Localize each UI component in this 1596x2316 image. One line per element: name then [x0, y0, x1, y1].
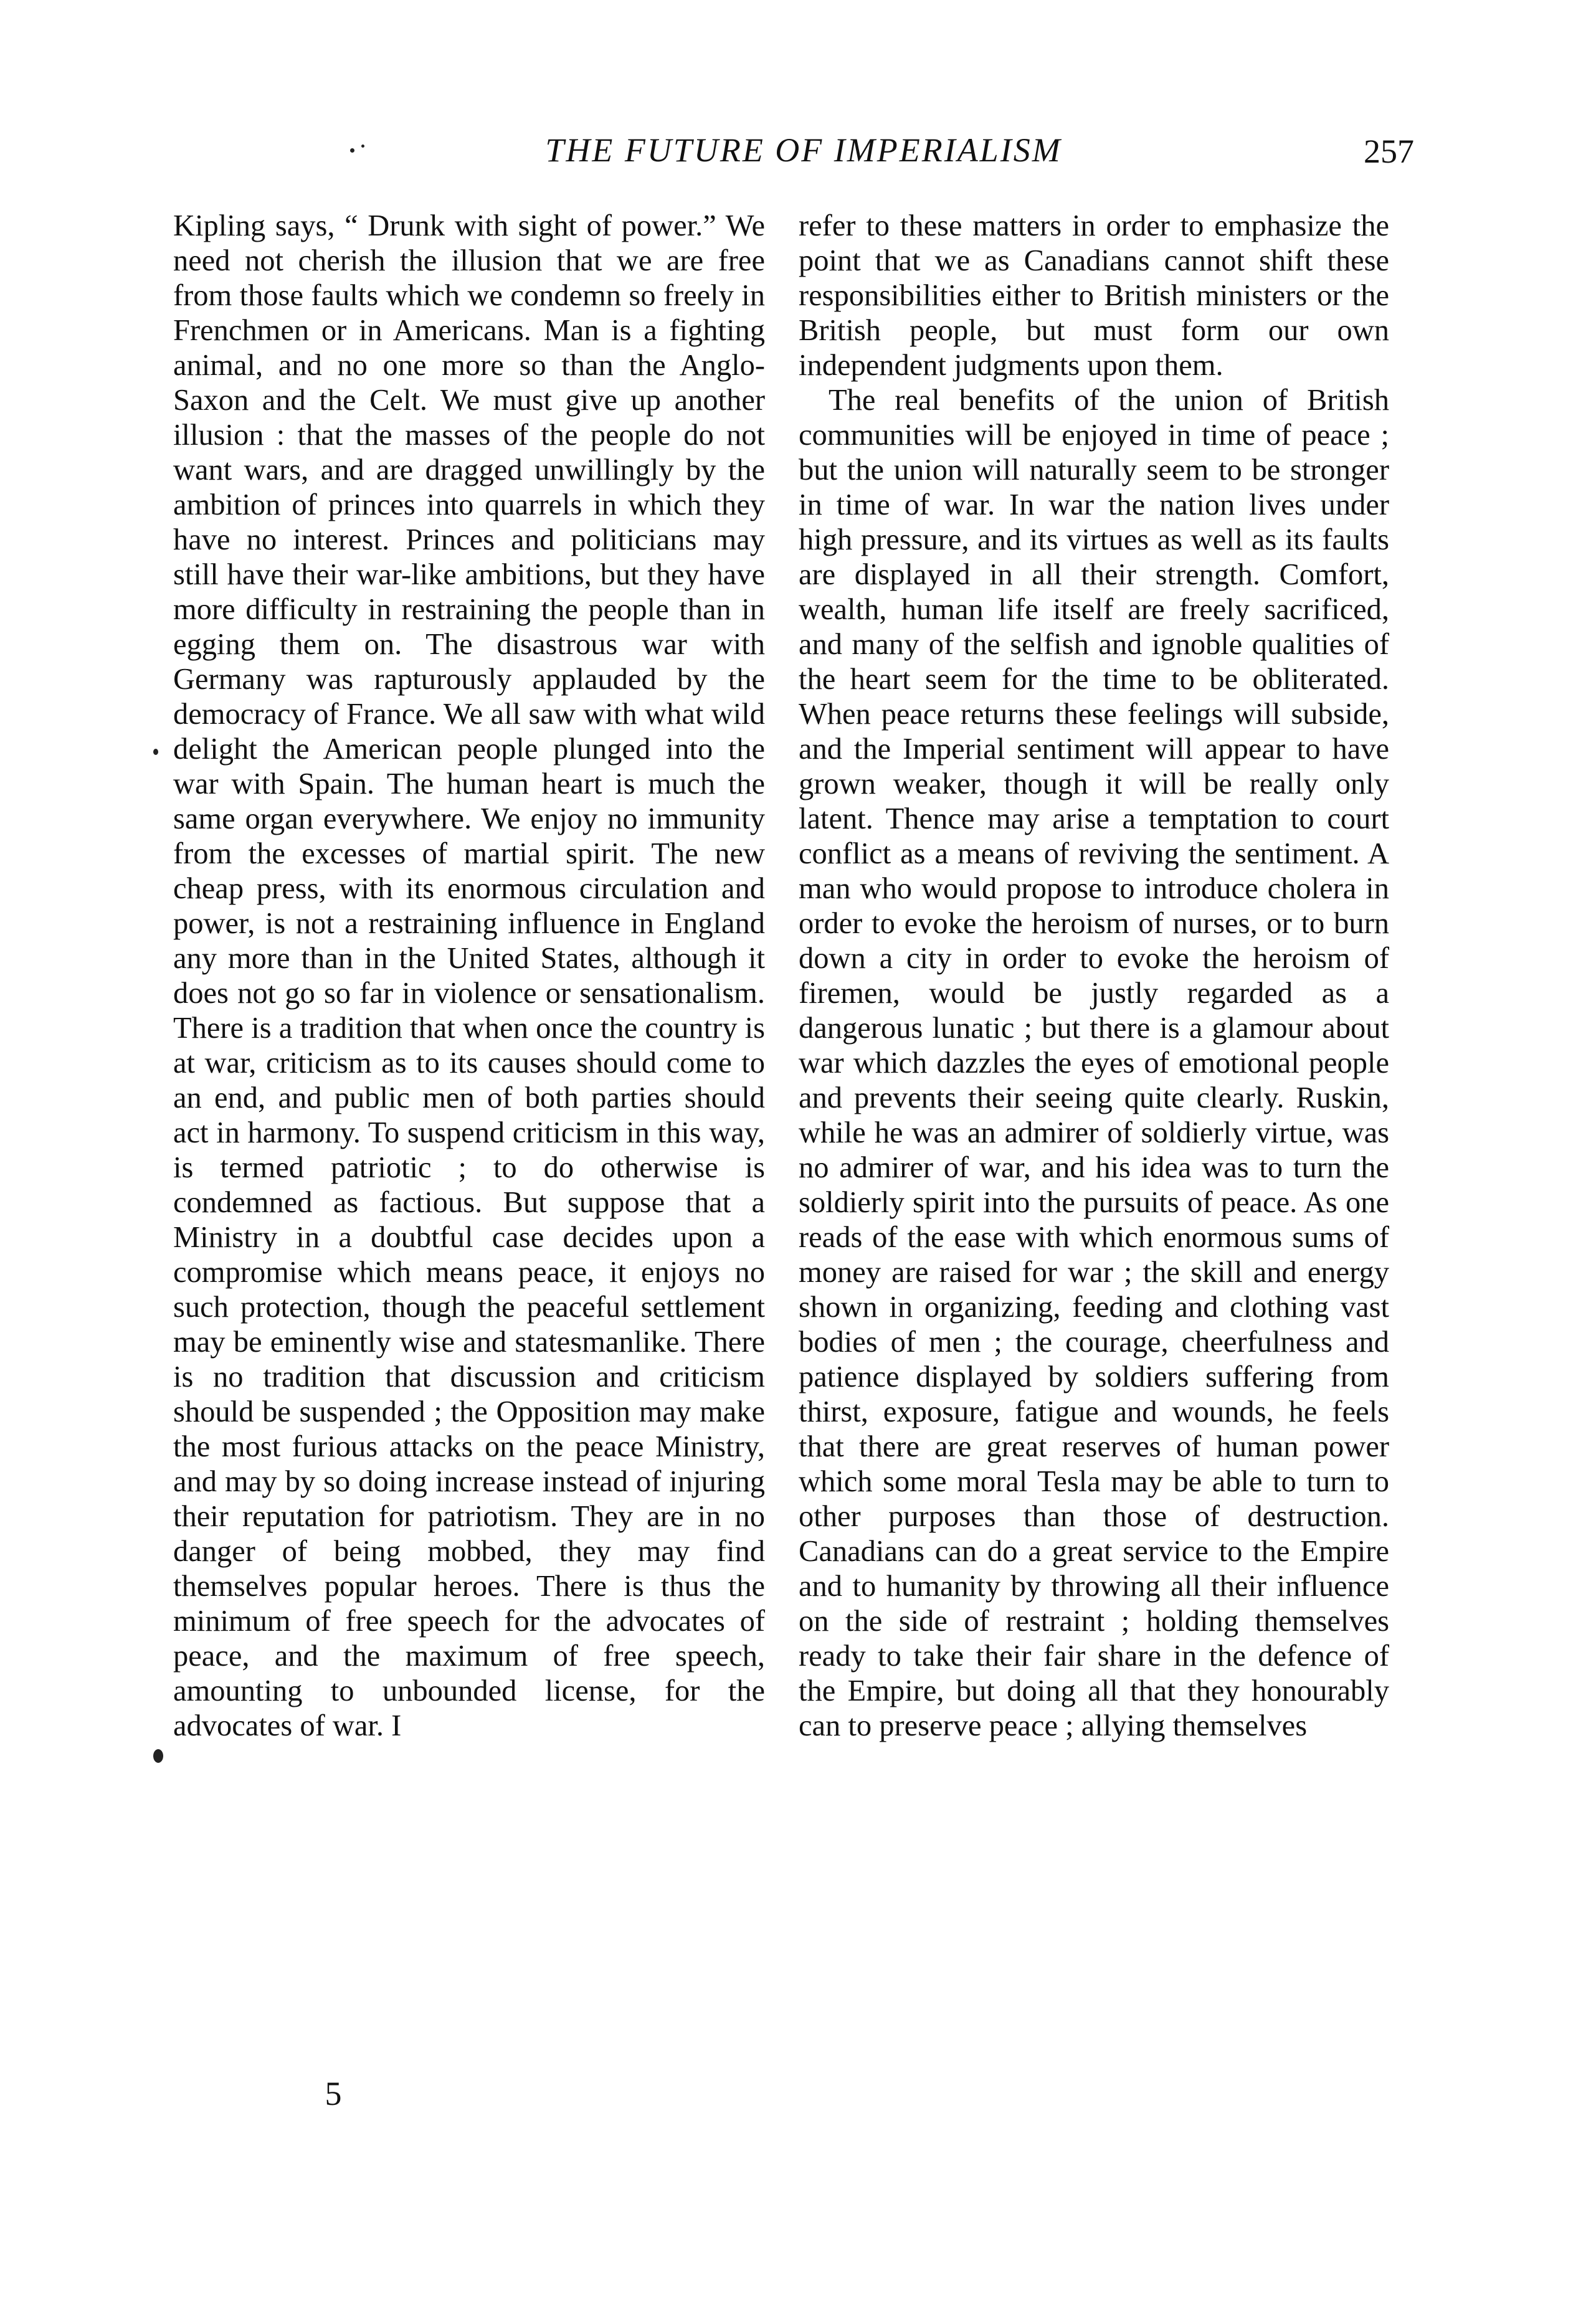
running-head-title: THE FUTURE OF IMPERIALISM — [545, 131, 1062, 169]
signature-mark: 5 — [325, 2075, 342, 2112]
left-paragraph: Kipling says, “ Drunk with sight of power.” We need not cherish the illusion that we are free from those faults which we condemn so freely in Frenchmen or in Americans. Man is a fighting animal, and no one more so than the Anglo-Saxon and the Celt. We must give up another illusion : that the masses of the people do not want wars, and are dragged unwillingly by the ambition of princes into quarrels in which they have no interest. Princes and politicians may still have their war-like ambitions, but they have more difficulty in restraining the people than in egging them on. The disastrous war with Germany was rapturously applauded by the democracy of France. We all saw with what wild delight the American people plunged into the war with Spain. The human heart is much the same organ everywhere. We enjoy no immunity from the excesses of martial spirit. The new cheap press, with its enormous circulation and power, is not a restraining influence in England any more than in the United States, although it does not go so far in violence or sensationalism. There is a tradition that when once the country is at war, criticism as to its causes should come to an end, and public men of both parties should act in harmony. To suspend criticism in this way, is termed patriotic ; to do otherwise is condemned as factious. But suppose that a Ministry in a doubtful case decides upon a compromise which means peace, it enjoys no such protection, though the peaceful settlement may be eminently wise and statesmanlike. There is no tradition that discussion and criticism should be suspended ; the Opposition may make the most furious attacks on the peace Ministry, and may by so doing increase instead of injuring their reputation for patriotism. They are in no danger of being mobbed, they may find themselves popular heroes. There is thus the minimum of free speech for the advocates of peace, and the maximum of free speech, amounting to unbounded license, for the advocates of war. I — [173, 209, 765, 1742]
margin-speck — [153, 1749, 163, 1763]
page-number: 257 — [1364, 133, 1414, 170]
margin-speck — [153, 749, 158, 755]
left-text-column — [173, 209, 765, 1744]
margin-speck — [361, 145, 364, 148]
right-paragraph: The real benefits of the union of British communities will be enjoyed in time of peace ; but the union will naturally seem to be stronger in time of war. In war the nation lives under high pressure, and its virtues as well as its faults are displayed in all their strength. Comfort, wealth, human life itself are freely sacrificed, and many of the selfish and ignoble qualities of the heart seem for the time to be obliterated. When peace returns these feelings will subside, and the Imperial sentiment will appear to have grown weaker, though it will be really only latent. Thence may arise a temptation to court conflict as a means of reviving the sentiment. A man who would propose to introduce cholera in order to evoke the heroism of nurses, or to burn down a city in order to evoke the heroism of firemen, would be justly regarded as a dangerous lunatic ; but there is a glamour about war which dazzles the eyes of emotional people and prevents their seeing quite clearly. Ruskin, while he was an admirer of soldierly virtue, was no admirer of war, and his idea was to turn the soldierly spirit into the pursuits of peace. As one reads of the ease with which enormous sums of money are raised for war ; the skill and energy shown in organizing, feeding and clothing vast bodies of men ; the courage, cheerfulness and patience displayed by soldiers suffering from thirst, exposure, fatigue and wounds, he feels that there are great reserves of human power which some moral Tesla may be able to turn to other purposes than those of destruction. Canadians can do a great service to the Empire and to humanity by throwing all their influence on the side of restraint ; holding themselves ready to take their fair share in the defence of the Empire, but doing all that they honourably can to preserve peace ; allying themselves — [799, 384, 1389, 1742]
right-paragraph-continuation: refer to these matters in order to emphasize the point that we as Canadians cannot shift these responsibilities either to British ministers or the British people, but must form our own independent judgments upon them. — [799, 209, 1389, 382]
margin-speck — [350, 148, 354, 153]
right-text-column — [799, 209, 1389, 1744]
